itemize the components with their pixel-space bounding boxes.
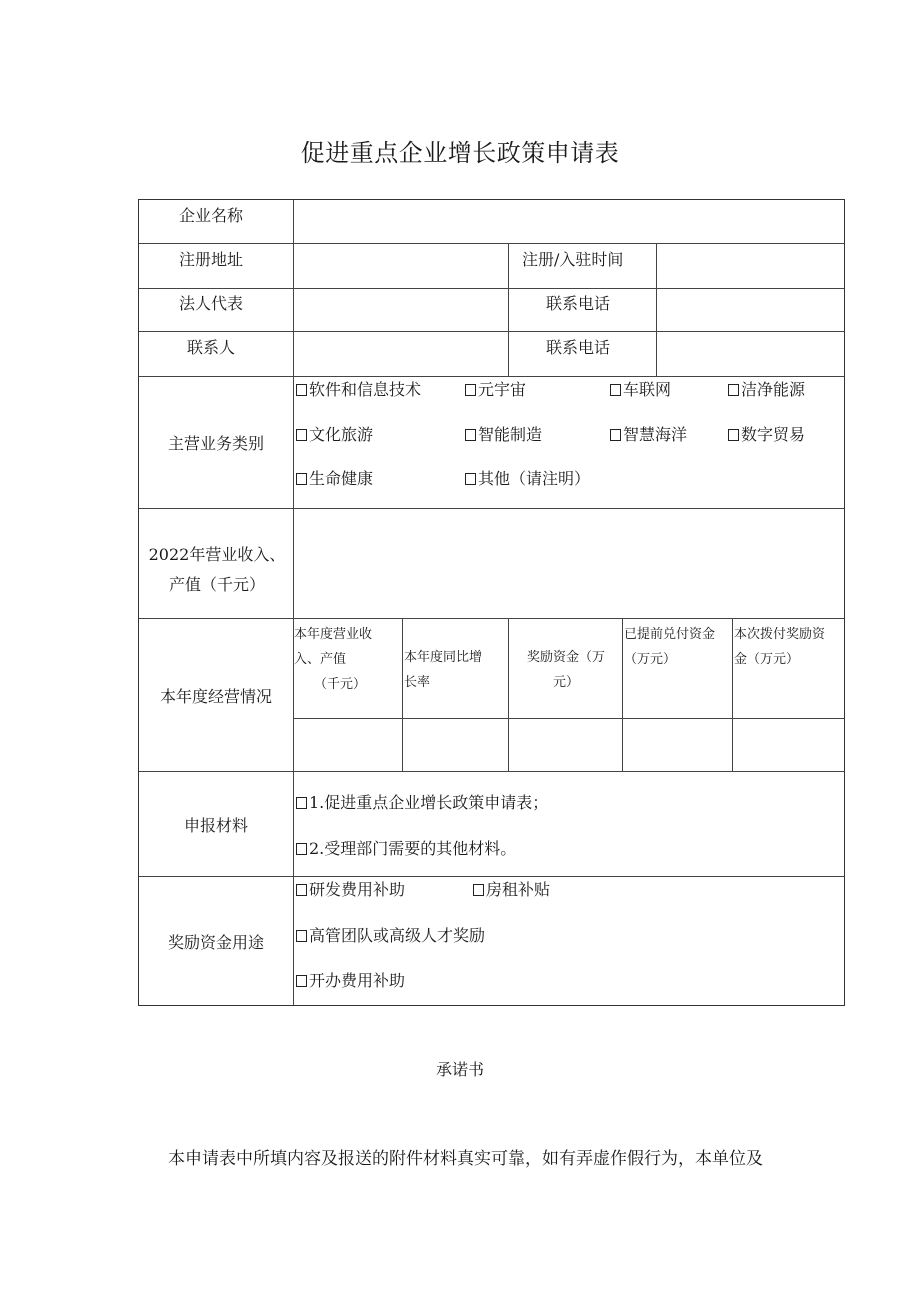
business-option[interactable]: 智能制造 [465,422,542,445]
company-name-field[interactable] [294,200,844,243]
business-option[interactable]: 车联网 [610,377,671,400]
materials-item[interactable]: 2.受理部门需要的其他材料。 [296,836,516,859]
op-header-revenue: 本年度营业收 入、产值 （千元） [294,627,373,692]
op-header-current: 本次拨付奖励资 金（万元） [734,627,826,667]
business-option[interactable]: 生命健康 [296,466,373,489]
promise-text: 本申请表中所填内容及报送的附件材料真实可靠，如有弄虚作假行为，本单位及 [168,1149,763,1169]
operation-label: 本年度经营情况 [159,686,272,706]
checkbox-icon [296,975,307,987]
legal-rep-field[interactable] [294,289,508,331]
op-header-reward: 奖励资金（万 元） [526,650,605,690]
checkbox-icon [465,384,476,396]
op-prepaid-field[interactable] [623,719,732,771]
reg-time-field[interactable] [657,244,844,288]
business-option[interactable]: 智慧海洋 [610,422,687,445]
checkbox-icon [296,884,307,896]
checkbox-icon [465,429,476,441]
business-option[interactable]: 文化旅游 [296,422,373,445]
business-option[interactable]: 其他（请注明） [465,466,590,489]
checkbox-icon [610,384,621,396]
business-option[interactable]: 元宇宙 [465,377,526,400]
business-option[interactable]: 洁净能源 [728,377,805,400]
business-type-label: 主营业务类别 [167,434,264,453]
company-name-label: 企业名称 [179,206,244,225]
business-option[interactable]: 软件和信息技术 [296,377,421,400]
form-title: 促进重点企业增长政策申请表 [300,139,620,167]
phone-field-2[interactable] [657,332,844,376]
materials-label: 申报材料 [183,815,248,835]
fund-use-option[interactable]: 房租补贴 [473,877,550,900]
op-reward-field[interactable] [509,719,622,771]
business-option[interactable]: 数字贸易 [728,422,805,445]
checkbox-icon [610,429,621,441]
fund-use-option[interactable]: 高管团队或高级人才奖励 [296,923,485,946]
op-header-growth: 本年度同比增 长率 [404,650,483,690]
checkbox-icon [728,384,739,396]
contact-field[interactable] [294,332,508,376]
fund-use-option[interactable]: 研发费用补助 [296,877,405,900]
checkbox-icon [728,429,739,441]
op-revenue-field[interactable] [294,719,402,771]
phone-label-1: 联系电话 [546,294,611,313]
checkbox-icon [296,843,307,855]
checkbox-icon [296,384,307,396]
checkbox-icon [296,797,307,809]
revenue-2022-label: 2022年营业收入、 产值（千元） [148,545,286,594]
application-form-table [138,199,845,1006]
fund-use-label: 奖励资金用途 [167,932,264,952]
checkbox-icon [296,930,307,942]
promise-title: 承诺书 [435,1060,484,1079]
checkbox-icon [465,473,476,485]
checkbox-icon [473,884,484,896]
op-current-field[interactable] [733,719,844,771]
contact-label: 联系人 [187,338,236,357]
phone-field-1[interactable] [657,289,844,331]
legal-rep-label: 法人代表 [179,294,244,313]
reg-address-label: 注册地址 [179,250,244,269]
op-header-prepaid: 已提前兑付资金 （万元） [624,627,716,667]
op-growth-field[interactable] [403,719,508,771]
reg-time-label: 注册/入驻时间 [522,250,624,269]
fund-use-option[interactable]: 开办费用补助 [296,968,405,991]
checkbox-icon [296,473,307,485]
reg-address-field[interactable] [294,244,508,288]
materials-item[interactable]: 1.促进重点企业增长政策申请表； [296,790,548,813]
phone-label-2: 联系电话 [546,338,611,357]
revenue-2022-field[interactable] [294,509,844,618]
checkbox-icon [296,429,307,441]
